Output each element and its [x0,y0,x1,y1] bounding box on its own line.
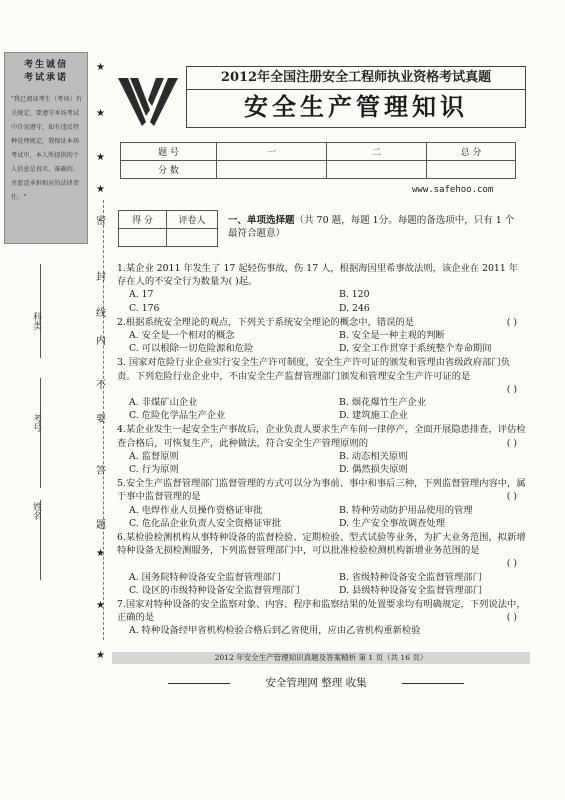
option: C. 危险化学品生产企业 [129,410,226,422]
option-grid [117,571,527,597]
option-grid [117,396,527,422]
table-cell: 一 [217,143,327,161]
option-grid [117,329,527,355]
section-heading [228,214,518,240]
seal-char: 密 [96,216,106,227]
stem-text: 2.根据系统安全理论的观点，下列关于系统安全理论的概念中，错误的是 [117,316,415,328]
question-stem [117,316,527,329]
question-item [117,477,527,530]
option: B. 120 [339,289,370,301]
table-cell: 二 [327,143,427,161]
option-grid [117,288,527,314]
option: A. 电焊作业人员操作资格证审批 [129,504,263,516]
field-label-subject: 科类 [31,312,41,330]
option-list [117,624,527,637]
option: A. 安全是一个相对的概念 [129,330,235,342]
option: C. 行为原则 [129,464,179,476]
seal-char: 答 [96,466,106,477]
pledge-body: "我已阅读考生（考场）有关规定，要遵守本场考试中自觉遵守，如有违反特种处理规定，我保证本场考试中，本人所提供的个人信息是真实、准确的，并愿意承担相应的法律责任。" [11,96,82,201]
table-cell: 分 数 [121,161,217,179]
answer-paren: ( ) [506,383,517,395]
star-icon: ★ [96,62,105,73]
publisher-logo [116,76,180,128]
table-cell [427,161,516,179]
question-item [117,356,527,422]
star-icon: ★ [96,152,105,163]
seal-char: 不 [96,380,106,391]
answer-paren: ( ) [506,612,517,624]
question-stem [117,598,527,624]
section-title: 一、单项选择题 [228,215,295,226]
star-icon: ★ [96,650,105,661]
pledge-title-line2: 考试承诺 [23,73,68,83]
star-icon: ★ [96,108,105,119]
option: B. 动态相关原则 [339,450,408,462]
table-cell [327,161,427,179]
question-item [117,316,527,356]
site-url: www.safehoo.com [412,185,494,195]
option: A. 非煤矿山企业 [129,397,198,409]
option: D. 县级特种设备安全监督管理部门 [339,584,483,596]
table-row [119,211,218,229]
field-line-subject [40,264,41,358]
option: D. 生产安全事故调查处理 [339,517,446,529]
subject-title: 安全生产管理知识 [186,88,526,128]
question-item [117,423,527,476]
option: C. 危化品企业负责人安全资格证审批 [129,517,282,529]
field-label-exam-no: 考号 [31,414,41,432]
score-table [120,142,516,179]
organizer-credit: 安全管理网 整理 收集 [168,676,464,690]
seal-char: 内 [96,336,106,347]
option-grid [117,450,527,476]
answer-paren: ( ) [506,437,517,449]
option: D. 安全工作贯穿于系统整个寿命期间 [339,343,492,355]
question-stem [117,477,527,503]
option: A. 特种设备经甲省机构检验合格后到乙省使用，应由乙省机构重新检验 [129,625,421,637]
integrity-pledge-box [4,52,88,244]
field-line-exam-no [40,378,41,488]
table-cell [119,229,167,247]
option: B. 安全是一种主观的判断 [339,330,445,342]
question-item [117,598,527,638]
table-row [121,161,516,179]
option: D. 建筑施工企业 [339,410,408,422]
question-item [117,262,527,315]
table-cell: 题 号 [121,143,217,161]
answer-paren: ( ) [506,491,517,503]
table-cell: 总 分 [427,143,516,161]
seal-char: 封 [96,272,106,283]
option: C. 设区的市级特种设备安全监督管理部门 [129,584,300,596]
table-cell [167,229,218,247]
stem-text: 4.某企业发生一起安全生产事故后，企业负责人要求生产车间一律停产，全面开展隐患排查，评估检查合格后，可恢复生产，此种做法，符合安全生产管理原则的 [117,424,526,449]
option: B. 省级特种设备安全监督管理部门 [339,571,482,583]
option: D. 偶然损失原则 [339,464,408,476]
seal-char: 线 [96,308,106,319]
star-icon: ★ [96,184,105,195]
field-label-name: 姓名 [31,502,41,520]
table-row [121,143,516,161]
stem-text: 7.国家对特种设备的安全监察对象、内容、程序和监察结果的处置要求均有明确规定，下列说法中，正确的是 [117,599,526,624]
option: A. 17 [129,289,154,301]
section-description: （共 70 题，每题 1分。每题的备选项中，只有 1 个最符合题意） [228,215,515,239]
option: A. 监督原则 [129,450,179,462]
seal-char: 题 [96,520,106,531]
table-cell [217,161,327,179]
option: B. 特种劳动防护用品使用的管理 [339,504,473,516]
grader-table [118,210,218,247]
seal-char: 要 [96,414,106,425]
stem-text: 5.安全生产监督管理部门监督管理的方式可以分为事前、事中和事后三种，下列监督管理内容中，属于事中监督管理的是 [117,478,526,503]
pledge-title-line1: 考生诚信 [23,60,68,70]
question-stem: 6.某检验检测机构从事特种设备的监督检验、定期检验、型式试验等业务，为扩大业务范围，拟新增特种设备无损检测服务，下列监督管理部门中，可以批准检验检测机构新增业务范围的是 [117,532,526,557]
answer-paren: ( ) [506,558,517,570]
table-cell: 评卷人 [167,211,218,229]
option: B. 烟花爆竹生产企业 [339,397,427,409]
option: D. 246 [339,302,370,314]
exam-title: 2012年全国注册安全工程师执业资格考试真题 [186,66,526,90]
table-cell: 得 分 [119,211,167,229]
star-icon: ★ [96,548,105,559]
table-row [119,229,218,247]
option-grid [117,504,527,530]
option: C. 可以根除一切危险源和危险 [129,343,254,355]
question-stem [117,423,527,449]
option: C. 176 [129,302,160,314]
question-stem: 3. 国家对危险行业企业实行安全生产许可制度，安全生产许可证的颁发和管理由省级政府部门负责。下列危险行业企业中，不由安全生产监督管理部门颁发和管理安全生产许可证的是 [117,357,510,382]
star-icon: ★ [96,600,105,611]
answer-paren: ( ) [506,316,517,328]
page-footer-band: 2012 年安全生产管理知识真题及答案精析 第 1 页（共 16 页） [112,652,530,664]
question-item [117,531,527,597]
option: A. 国务院特种设备安全监督管理部门 [129,571,282,583]
question-stem: 1.某企业 2011 年发生了 17 起轻伤事故，伤 17 人，根据海因里希事故法则，该企业在 2011 年存在人的不安全行为数量为( )起。 [117,263,518,288]
question-list [117,262,527,639]
